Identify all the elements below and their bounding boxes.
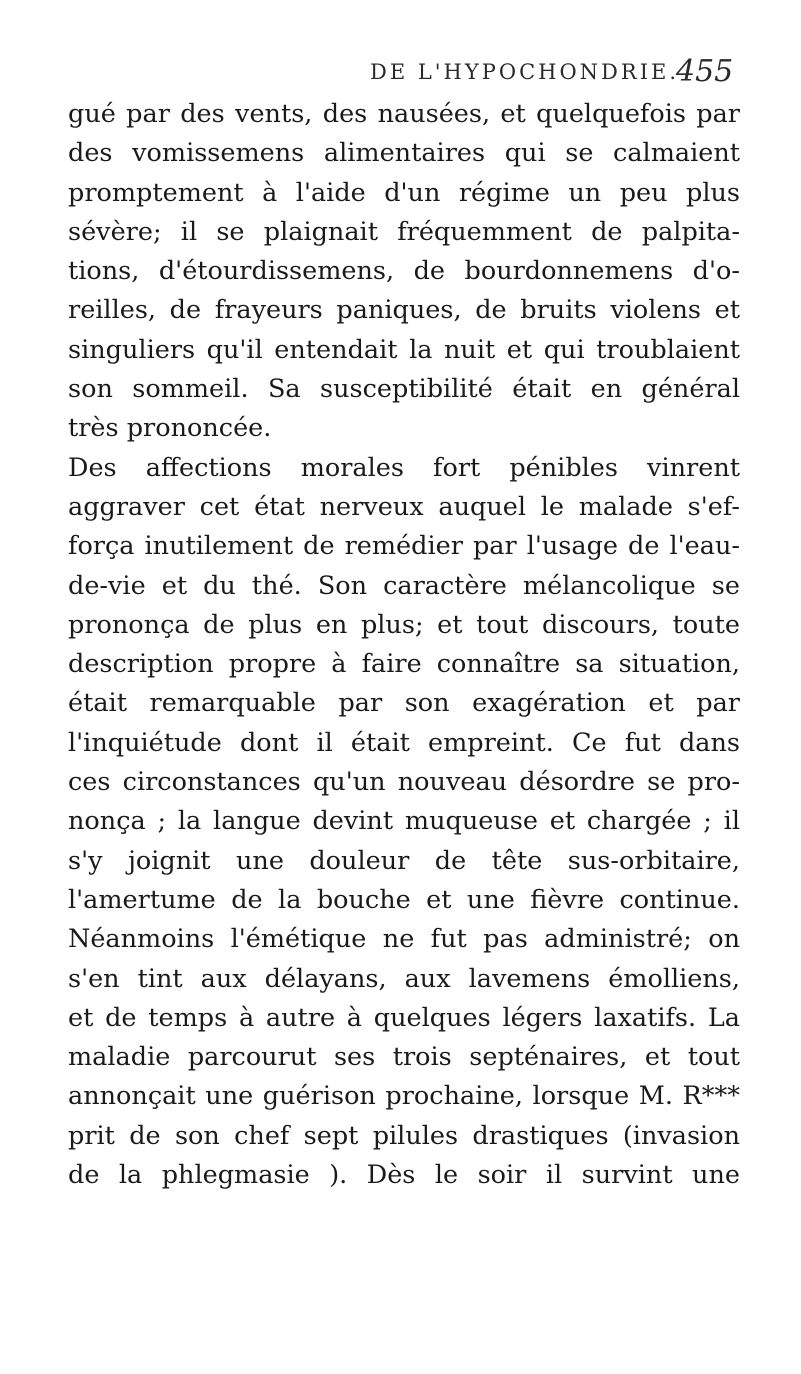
text-line: s'y joignit une douleur de tête sus-orbitaire,	[68, 845, 740, 876]
running-head: DE L'HYPOCHONDRIE.	[370, 60, 680, 84]
text-line: de la phlegmasie ). Dès le soir il survint une	[68, 1160, 740, 1191]
text-line: Des affections morales fort pénibles vinrent	[68, 452, 740, 483]
text-line: annonçait une guérison prochaine, lorsque M. R***	[68, 1081, 740, 1112]
text-line: de-vie et du thé. Son caractère mélancolique se	[68, 570, 740, 601]
text-line: l'inquiétude dont il était empreint. Ce fut dans	[68, 727, 740, 758]
text-line: aggraver cet état nerveux auquel le malade s'ef-	[68, 491, 740, 522]
text-line: gué par des vents, des nausées, et quelquefois par	[68, 99, 740, 129]
body-text	[68, 95, 740, 1195]
text-line: maladie parcourut ses trois septénaires, et tout	[68, 1042, 740, 1073]
text-line: son sommeil. Sa susceptibilité était en général	[68, 374, 740, 405]
text-line: prit de son chef sept pilules drastiques (invasion	[68, 1120, 740, 1151]
text-line: promptement à l'aide d'un régime un peu plus	[68, 177, 740, 208]
text-line: sévère; il se plaignait fréquemment de palpita-	[68, 216, 740, 247]
text-line: reilles, de frayeurs paniques, de bruits violens et	[68, 295, 740, 326]
text-line: tions, d'étourdissemens, de bourdonnemens d'o-	[68, 256, 740, 287]
text-line: et de temps à autre à quelques légers laxatifs. La	[68, 1002, 740, 1033]
text-line: très prononcée.	[68, 413, 272, 444]
page-number: 455	[676, 54, 734, 89]
text-line: des vomissemens alimentaires qui se calmaient	[68, 138, 740, 169]
text-line: nonça ; la langue devint muqueuse et chargée ; il	[68, 806, 740, 837]
text-line: Néanmoins l'émétique ne fut pas administré; on	[68, 924, 740, 955]
text-line: l'amertume de la bouche et une fièvre continue.	[68, 884, 740, 915]
text-line: prononça de plus en plus; et tout discours, toute	[68, 609, 740, 640]
text-line: singuliers qu'il entendait la nuit et qui troublaient	[68, 334, 740, 365]
text-line: description propre à faire connaître sa situation,	[68, 649, 740, 680]
text-line: ces circonstances qu'un nouveau désordre se pro-	[68, 767, 740, 798]
text-line: était remarquable par son exagération et par	[68, 688, 740, 719]
text-line: força inutilement de remédier par l'usage de l'eau-	[68, 531, 740, 562]
text-line: s'en tint aux délayans, aux lavemens émolliens,	[68, 963, 740, 994]
